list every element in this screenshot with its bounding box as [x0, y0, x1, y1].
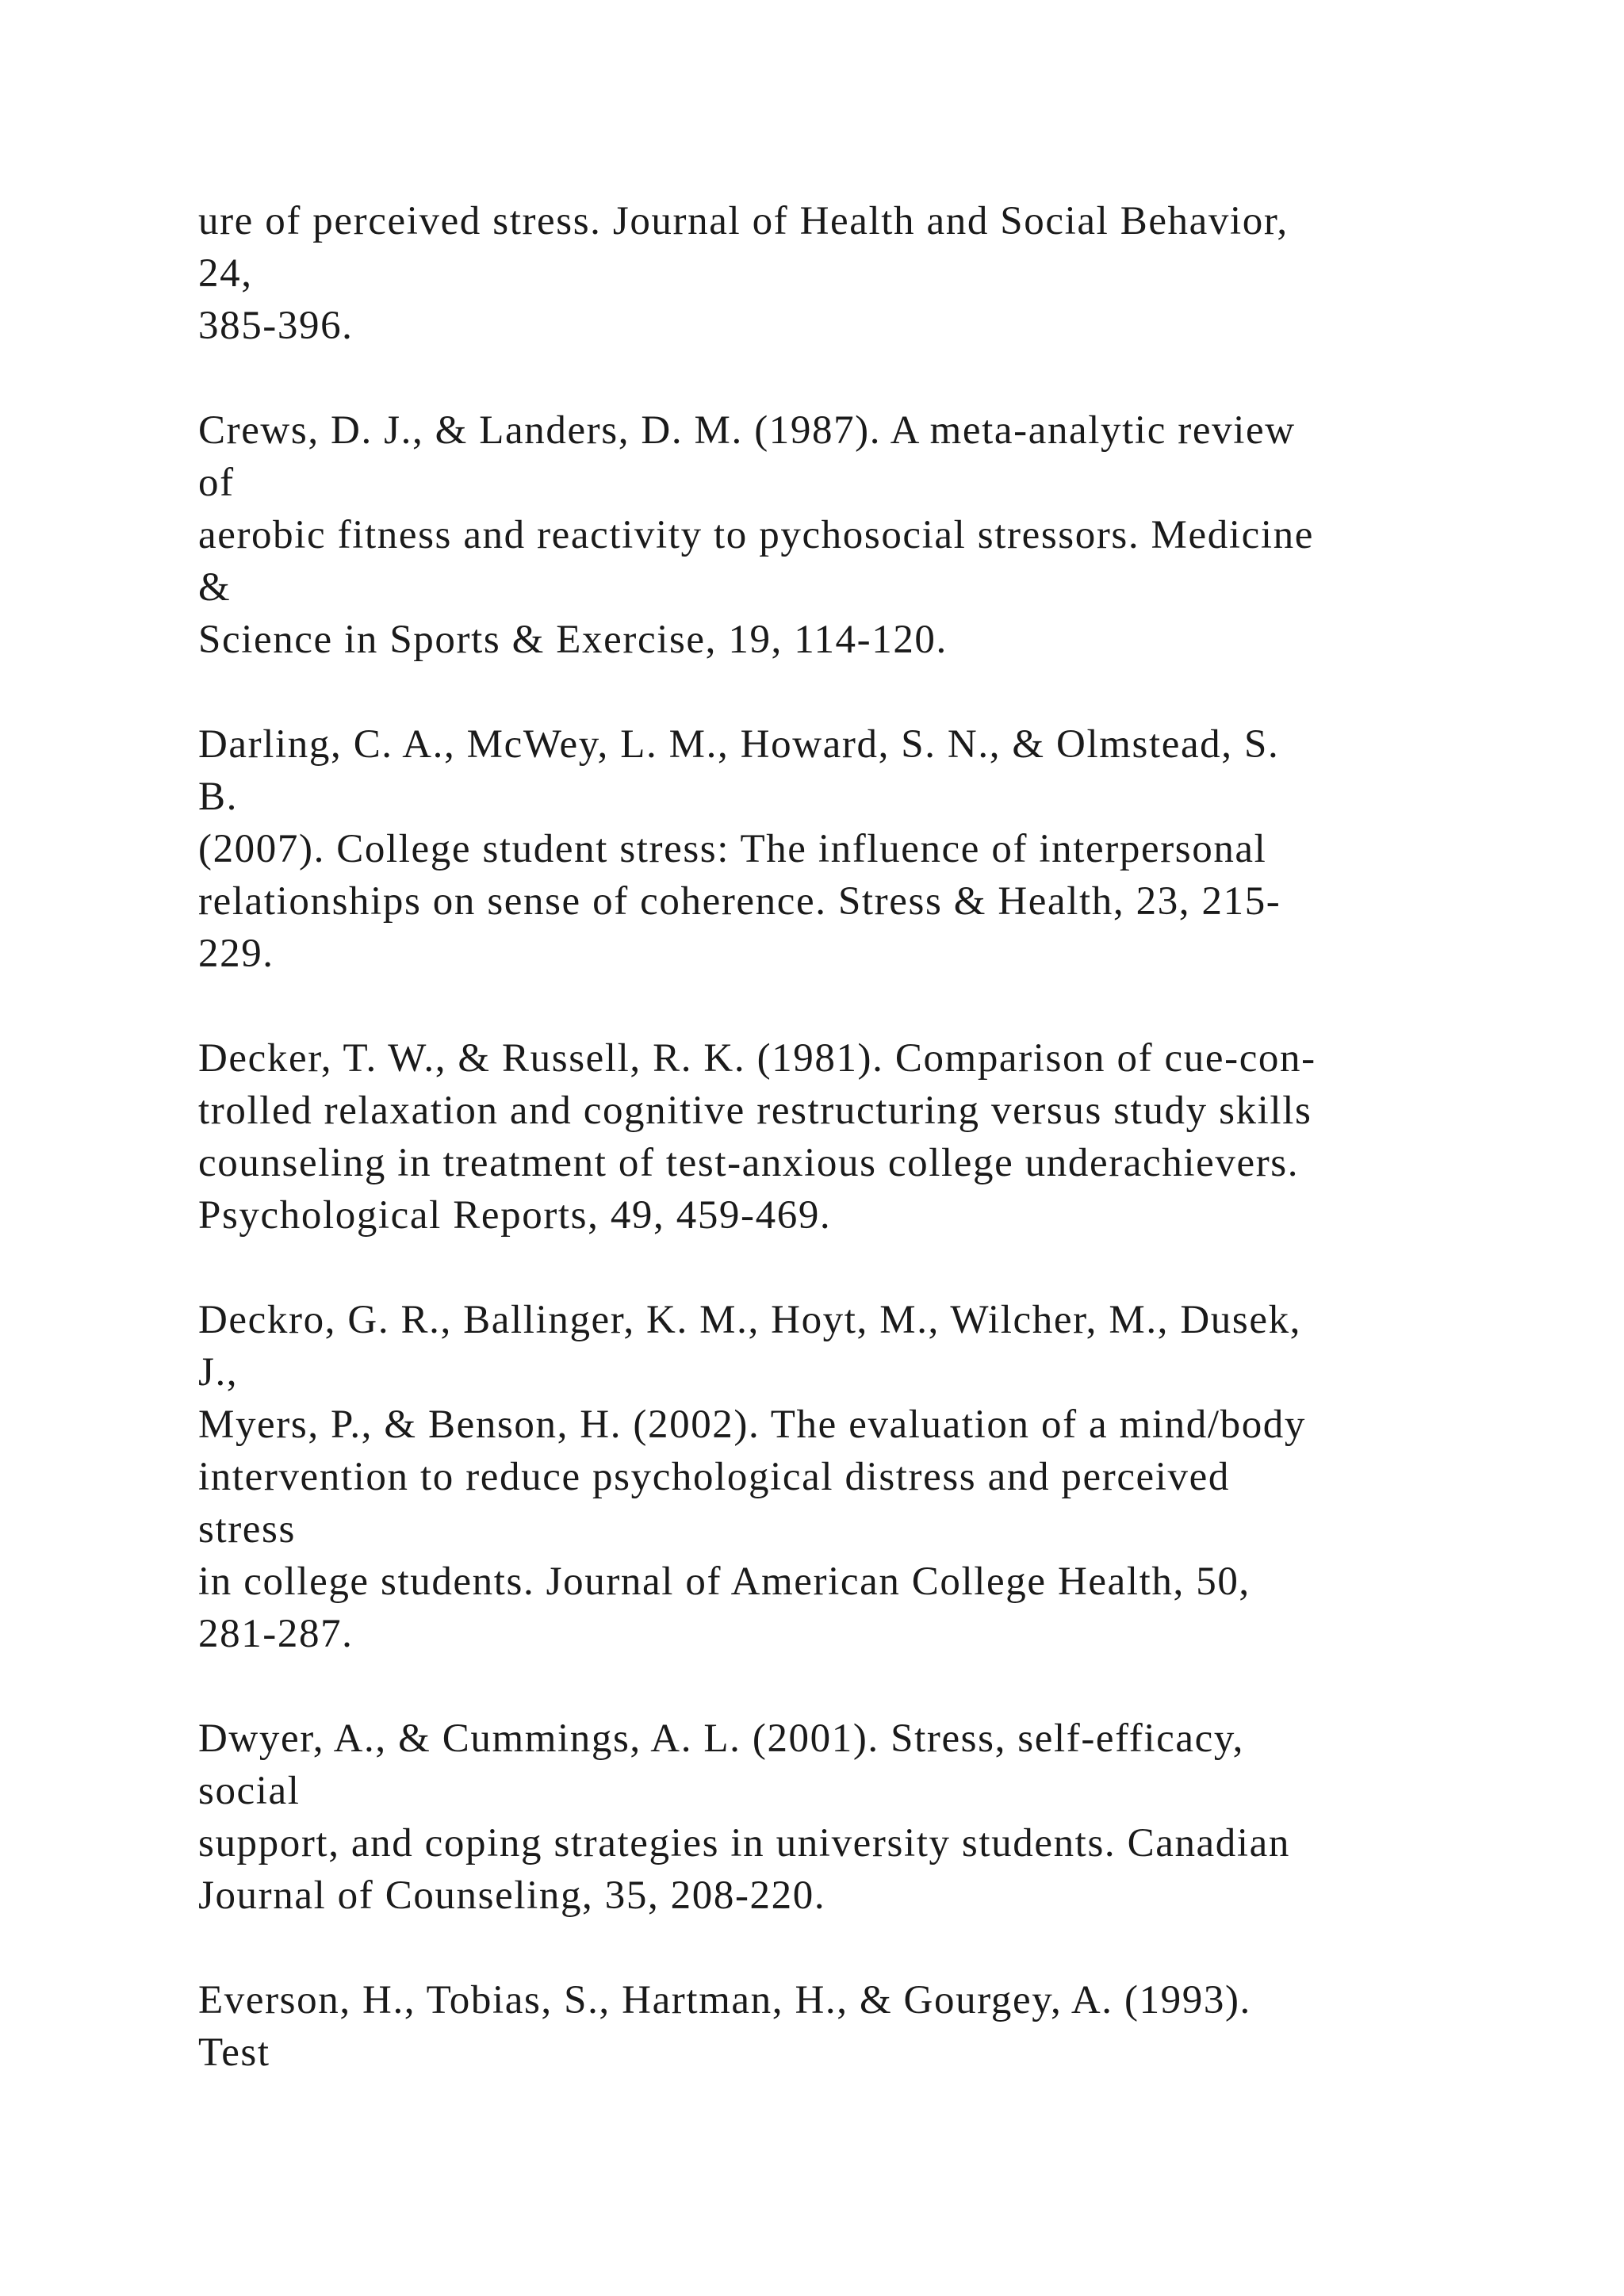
reference-entry: [198, 1032, 1546, 1242]
reference-line: Crews, D. J., & Landers, D. M. (1987). A meta-analytic review: [198, 408, 1296, 453]
reference-line: social: [198, 1769, 301, 1813]
reference-line: J.,: [198, 1350, 239, 1395]
reference-line: of: [198, 461, 235, 505]
reference-line: Deckro, G. R., Ballinger, K. M., Hoyt, M., Wilcher, M., Dusek,: [198, 1298, 1302, 1342]
reference-line: Dwyer, A., & Cummings, A. L. (2001). Stress, self-efficacy,: [198, 1716, 1244, 1761]
reference-line: (2007). College student stress: The influence of interpersonal: [198, 827, 1267, 871]
reference-line: aerobic fitness and reactivity to pychosocial stressors. Medicine: [198, 513, 1314, 557]
reference-entry: [198, 1294, 1546, 1660]
reference-line: 385-396.: [198, 304, 354, 348]
document-page: [198, 195, 1546, 2131]
reference-line: Journal of Counseling, 35, 208-220.: [198, 1873, 826, 1918]
reference-line: Science in Sports & Exercise, 19, 114-120.: [198, 618, 948, 662]
reference-line: support, and coping strategies in university students. Canadian: [198, 1821, 1290, 1866]
reference-line: Darling, C. A., McWey, L. M., Howard, S. N., & Olmstead, S.: [198, 722, 1280, 767]
reference-line: &: [198, 565, 232, 610]
reference-line: counseling in treatment of test-anxious college underachievers.: [198, 1141, 1300, 1185]
reference-line: ure of perceived stress. Journal of Health and Social Behavior,: [198, 199, 1289, 243]
reference-line: relationships on sense of coherence. Stress & Health, 23, 215-: [198, 879, 1281, 924]
reference-line: B.: [198, 775, 238, 819]
reference-line: Test: [198, 2030, 270, 2075]
reference-line: 24,: [198, 251, 253, 296]
reference-line: stress: [198, 1507, 296, 1552]
reference-line: Myers, P., & Benson, H. (2002). The evaluation of a mind/body: [198, 1402, 1307, 1447]
reference-line: 229.: [198, 932, 274, 976]
reference-entry: [198, 718, 1546, 980]
reference-line: Psychological Reports, 49, 459-469.: [198, 1193, 832, 1238]
reference-entry: [198, 404, 1546, 666]
reference-line: Decker, T. W., & Russell, R. K. (1981). Comparison of cue-con-: [198, 1036, 1316, 1081]
reference-line: 281-287.: [198, 1612, 354, 1656]
reference-line: Everson, H., Tobias, S., Hartman, H., & Gourgey, A. (1993).: [198, 1978, 1251, 2022]
reference-entry: [198, 195, 1546, 352]
reference-entry: [198, 1974, 1546, 2079]
reference-line: intervention to reduce psychological distress and perceived: [198, 1455, 1230, 1499]
reference-line: trolled relaxation and cognitive restructuring versus study skills: [198, 1089, 1312, 1133]
reference-line: in college students. Journal of American College Health, 50,: [198, 1559, 1251, 1604]
reference-entry: [198, 1712, 1546, 1922]
